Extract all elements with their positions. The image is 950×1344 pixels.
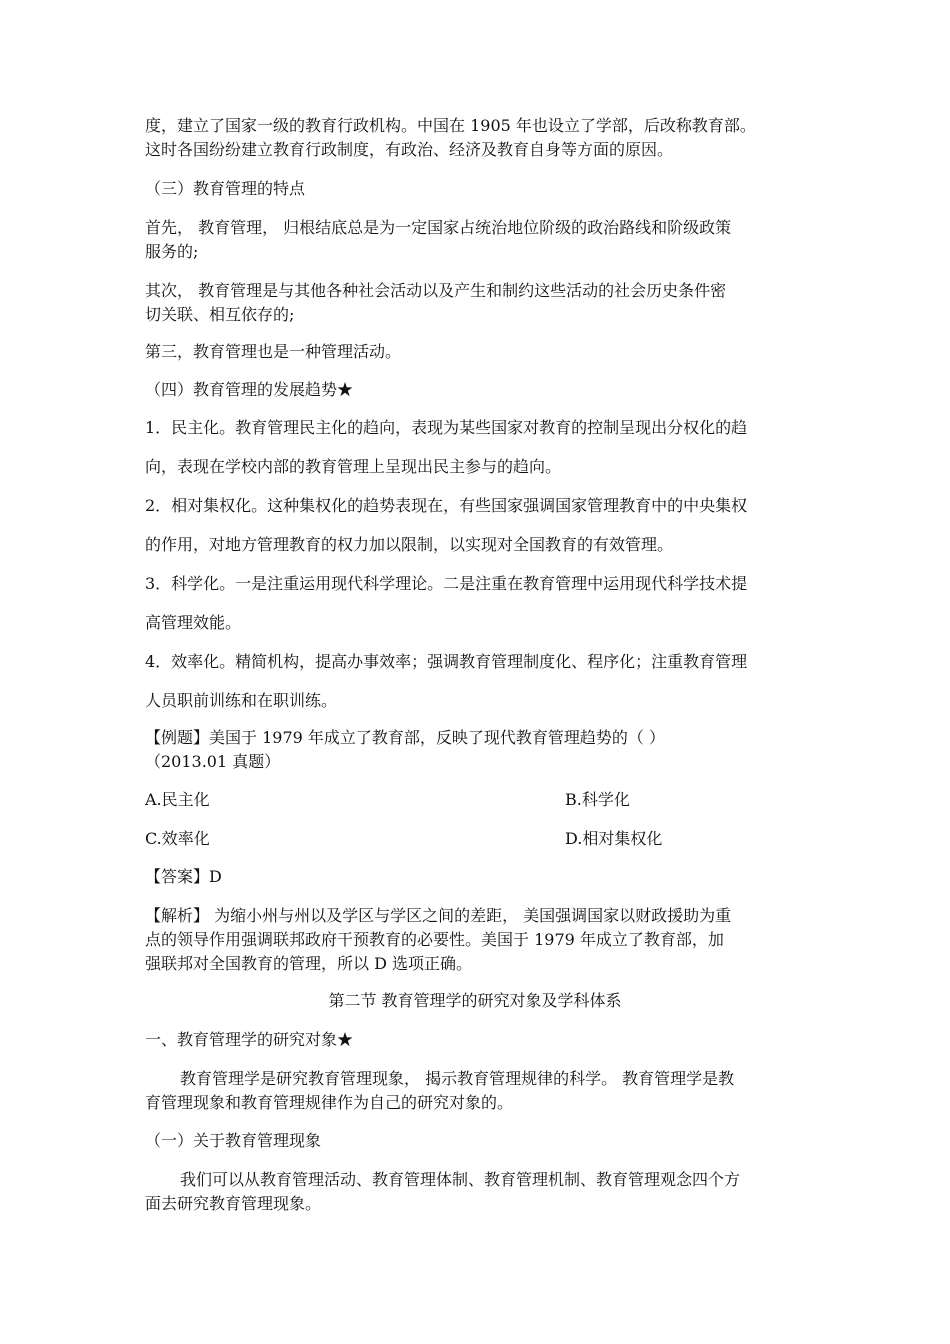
example-question-line-1: 【例题】美国于 1979 年成立了教育部，反映了现代教育管理趋势的（ ） [145, 728, 665, 747]
trend-1-line-2: 向，表现在学校内部的教育管理上呈现出民主参与的趋向。 [145, 457, 562, 476]
heading-features: （三）教育管理的特点 [145, 179, 306, 198]
trend-2-line-1: 2．相对集权化。这种集权化的趋势表现在，有些国家强调国家管理教育中的中央集权 [145, 496, 748, 515]
section-title: 第二节 教育管理学的研究对象及学科体系 [328, 991, 622, 1010]
trend-4-line-2: 人员职前训练和在职训练。 [145, 691, 338, 710]
option-b: B.科学化 [565, 790, 630, 809]
option-c: C.效率化 [145, 829, 210, 848]
heading-trends: （四）教育管理的发展趋势★ [145, 380, 354, 399]
research-para-line-2: 育管理现象和教育管理规律作为自己的研究对象的。 [145, 1093, 514, 1112]
research-para-line-1: 教育管理学是研究教育管理现象， 揭示教育管理规律的科学。 教育管理学是教 [180, 1069, 735, 1088]
example-answer: 【答案】D [145, 867, 222, 886]
trend-2-line-2: 的作用，对地方管理教育的权力加以限制，以实现对全国教育的有效管理。 [145, 535, 674, 554]
analysis-line-2: 点的领导作用强调联邦政府干预教育的必要性。美国于 1979 年成立了教育部，加 [145, 930, 724, 949]
first-point-line-1: 首先， 教育管理， 归根结底总是为一定国家占统治地位阶级的政治路线和阶级政策 [145, 218, 732, 237]
intro-line-2: 这时各国纷纷建立教育行政制度，有政治、经济及教育自身等方面的原因。 [145, 140, 674, 159]
third-point: 第三，教育管理也是一种管理活动。 [145, 342, 402, 361]
option-d: D.相对集权化 [565, 829, 663, 848]
option-a: A.民主化 [145, 790, 210, 809]
analysis-line-3: 强联邦对全国教育的管理，所以 D 选项正确。 [145, 954, 473, 973]
analysis-line-1: 【解析】 为缩小州与州以及学区与学区之间的差距， 美国强调国家以财政援助为重 [145, 906, 732, 925]
intro-line-1: 度，建立了国家一级的教育行政机构。中国在 1905 年也设立了学部，后改称教育部。 [145, 116, 756, 135]
phenomena-para-line-1: 我们可以从教育管理活动、教育管理体制、教育管理机制、教育管理观念四个方 [180, 1170, 741, 1189]
phenomena-para-line-2: 面去研究教育管理现象。 [145, 1194, 322, 1213]
sub-heading-phenomena: （一）关于教育管理现象 [145, 1131, 322, 1150]
trend-4-line-1: 4．效率化。精简机构，提高办事效率；强调教育管理制度化、程序化；注重教育管理 [145, 652, 748, 671]
trend-3-line-1: 3．科学化。一是注重运用现代科学理论。二是注重在教育管理中运用现代科学技术提 [145, 574, 748, 593]
example-question-line-2: （2013.01 真题） [145, 752, 281, 771]
section-heading-1: 一、教育管理学的研究对象★ [145, 1030, 354, 1049]
trend-1-line-1: 1．民主化。教育管理民主化的趋向，表现为某些国家对教育的控制呈现出分权化的趋 [145, 418, 748, 437]
first-point-line-2: 服务的; [145, 242, 199, 261]
second-point-line-1: 其次， 教育管理是与其他各种社会活动以及产生和制约这些活动的社会历史条件密 [145, 281, 727, 300]
second-point-line-2: 切关联、相互依存的; [145, 305, 295, 324]
trend-3-line-2: 高管理效能。 [145, 613, 242, 632]
